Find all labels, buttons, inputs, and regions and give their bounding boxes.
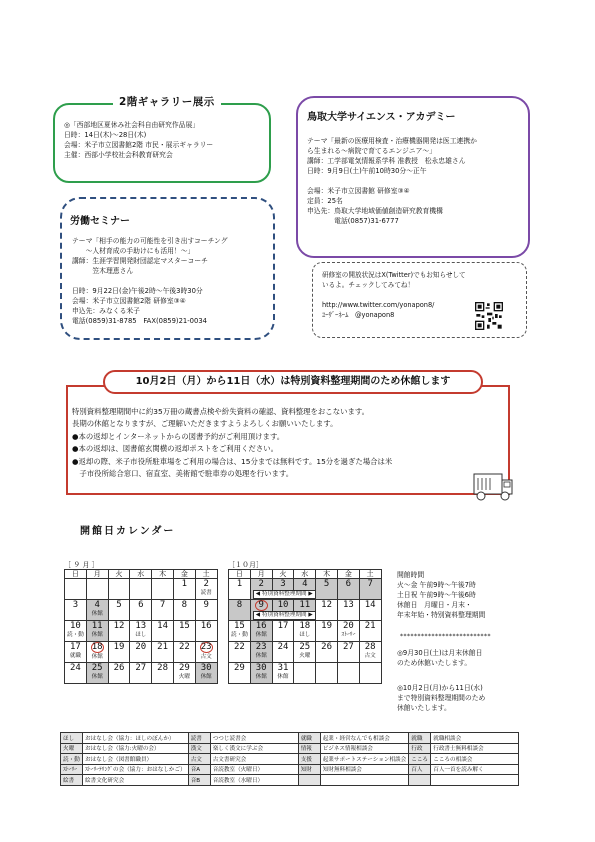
calendar-day [86,621,108,642]
note-line: のため休館いたします。 [397,659,472,667]
september-label: ［ ９ 月 ］ [64,561,99,569]
legend-description: 古文書研究会 [210,754,298,765]
legend-description [431,775,519,786]
calendar-day [272,642,294,663]
calendar-day [272,663,294,684]
day-number: 9 [251,600,272,611]
calendar-day [108,663,130,684]
calendar-week [65,621,218,642]
day-number: 24 [69,663,81,673]
legend-description [320,775,409,786]
weekday-header: 金 [173,570,195,579]
closure-line: 子市役所総合窓口、宿直室、美術館で駐車券の処理を行います。 [72,469,294,479]
day-number: 6 [345,579,352,589]
day-number: 26 [113,663,125,673]
calendar-day [229,663,251,684]
legend-description: おはなし会（協力:火曜の会） [83,743,189,754]
day-number: 1 [236,579,243,589]
legend-key: 就職 [409,733,431,744]
calendar-day [108,621,130,642]
closure-line: 長期の休館となりますが、ご理解いただきますようよろしくお願いいたします。 [72,419,338,429]
calendar-day [173,663,195,684]
day-number: 24 [277,642,289,652]
calendar-day [229,642,251,663]
day-number: 12 [321,600,332,610]
day-number: 11 [91,621,103,631]
calendar-day [337,642,359,663]
weekday-header: 土 [359,570,381,579]
day-event: 火曜 [299,653,311,659]
weekday-header: 日 [65,570,87,579]
day-number: 10 [277,600,289,610]
day-number: 29 [178,663,190,673]
calendar-day [108,642,130,663]
calendar-day [130,621,152,642]
october-label: ［１０月］ [228,561,263,569]
legend-row [61,754,519,765]
closure-line: ●本の返却とインターネットからの図書予約がご利用頂けます。 [72,431,285,441]
hours-line: 休館日 月曜日・月末・ [397,601,472,609]
special-period-banner: ◀ 特別資料整理期間 ▶ [253,611,316,620]
october-calendar [228,569,382,684]
legend-key: 百人 [409,764,431,775]
day-number: 8 [236,600,243,610]
day-event: ほし [135,632,147,638]
day-event: 休館 [255,674,267,680]
note-line: ◎9月30日(土)は月末休館日 [397,649,483,657]
legend-description: つつじ読書会 [210,733,298,744]
calendar-day [250,642,272,663]
calendar-day [152,663,174,684]
academy-line: 電話(0857)31-6777 [307,217,399,225]
legend-key: 行政 [409,743,431,754]
calendar-day [359,579,381,600]
day-number: 23 [200,642,212,652]
gallery-line: ◎「西部地区夏休み社会科自由研究作品展」 [64,121,200,129]
day-event: 古文 [200,654,212,660]
calendar-day [250,663,272,684]
labor-seminar-title: 労働セミナー [70,216,130,227]
day-event: 火曜 [178,674,190,680]
weekday-header: 土 [195,570,217,579]
calendar-day [86,579,108,600]
day-number: 9 [203,600,209,610]
calendar-day [195,663,217,684]
academy-line: 講師：工学部電気情報系学科 准教授 松永忠雄さん [307,157,466,165]
legend-description: 百人一首を読み解く [431,764,519,775]
legend-description: 音読教室（火曜日） [210,764,298,775]
calendar-day [130,600,152,621]
legend-description: 楽しく漢文に学ぶ会 [210,743,298,754]
calendar-day [173,642,195,663]
day-number: 16 [255,621,267,631]
calendar-day [65,600,87,621]
legend-key: 絵書 [61,775,83,786]
calendar-day [195,642,217,663]
calendar-day [359,600,381,621]
hours-line: 年末年始・特別資料整理期間 [397,611,486,619]
event-legend [60,732,519,786]
twitter-url[interactable]: http://www.twitter.com/yonapon8/ [322,301,435,309]
day-number: 19 [113,642,125,652]
legend-description: 知財無料相談会 [320,764,409,775]
calendar-day [337,621,359,642]
calendar-day [294,642,316,663]
closure-title: 10月2日（月）から11日（水）は特別資料整理期間のため休館します [103,370,483,394]
legend-description: 行政書士無料相談会 [431,743,519,754]
academy-line: 会場：米子市立図書館 研修室③④ [307,187,410,195]
legend-description: 就職相談会 [431,733,519,744]
day-event: 休館 [255,653,267,659]
day-number: 17 [277,621,289,631]
twitter-line: いるよ。チェックしてみてね！ [322,281,415,289]
calendar-week [65,663,218,684]
academy-line: 申込先：鳥取大学地域価値創造研究教育機構 [307,207,443,215]
day-number: 2 [258,579,264,589]
day-number: 5 [116,600,122,610]
day-number: 6 [138,600,144,610]
legend-key: 知財 [298,764,320,775]
day-number: 7 [367,579,373,589]
legend-key [298,775,320,786]
legend-key: 支援 [298,754,320,765]
calendar-day [294,621,316,642]
day-number: 4 [94,600,100,610]
weekday-header: 金 [337,570,359,579]
day-event: 休館 [277,674,289,680]
calendar-day [316,600,338,621]
day-number: 15 [233,621,245,631]
weekday-header: 火 [272,570,294,579]
academy-line: 定員：25名 [307,197,343,205]
legend-key: 情報 [298,743,320,754]
weekday-header: 木 [152,570,174,579]
gallery-title: 2階ギャラリー展示 [113,94,221,109]
legend-key: こころ [409,754,431,765]
academy-line: 日時：9月9日(土)午前10時30分〜正午 [307,167,427,175]
calendar-day [229,621,251,642]
calendar-day [108,600,130,621]
day-number: 21 [364,621,376,631]
academy-line: テーマ「最新の医療用検査・治療機器開発は医工連携か [307,137,477,145]
legend-description: おはなし会（図書館職員） [83,754,189,765]
day-number: 29 [233,663,245,673]
calendar-week [229,600,382,621]
calendar-week [229,663,382,684]
legend-description: 絵書文化研究会 [83,775,189,786]
note-line: 休館いたします。 [397,704,451,712]
weekday-header: 月 [250,570,272,579]
note-line: ◎10月2日(月)から11日(水) [397,684,483,692]
calendar-day [173,579,195,600]
day-event: 休館 [91,654,103,660]
day-number: 13 [135,621,147,631]
calendar-day [359,642,381,663]
day-number: 31 [277,663,289,673]
calendar-week [229,642,382,663]
calendar-day [337,600,359,621]
day-number: 23 [255,642,267,652]
legend-description: ｽﾄｰﾘｰﾃﾘﾝｸﾞの会（協力：おはなしかご） [83,764,189,775]
day-number: 26 [321,642,332,652]
legend-description: 起業サポートステーション相談会 [320,754,409,765]
calendar-day [359,621,381,642]
day-event: 就職 [69,653,81,659]
calendar-day [108,579,130,600]
calendar-day [65,579,87,600]
calendar-day [86,663,108,684]
academy-title: 鳥取大学サイエンス・アカデミー [307,112,456,123]
day-number: 22 [233,642,245,652]
day-event: 休館 [255,632,267,638]
labor-line: 笠木理恵さん [72,267,134,275]
labor-line [72,276,228,286]
hours-line: 土日祝 午前9時〜午後6時 [397,591,476,599]
calendar-day [130,642,152,663]
day-number: 17 [69,642,81,652]
calendar-week [65,579,218,600]
calendar-day [359,663,381,684]
labor-line: テーマ「相手の能力の可能性を引き出すコーチング [72,237,228,245]
calendar-day [272,621,294,642]
calendar-day [316,621,338,642]
calendar-day [152,600,174,621]
day-number: 3 [72,600,79,610]
legend-row [61,743,519,754]
qr-code-icon[interactable] [475,302,503,330]
september-calendar [64,569,218,684]
day-number: 27 [342,642,354,652]
calendar-day [337,663,359,684]
calendar-day [195,621,217,642]
day-number: 7 [159,600,166,610]
calendar-day [229,579,251,600]
day-number: 1 [181,579,188,589]
calendar-day [195,579,217,600]
calendar-heading: 開館日カレンダー [80,526,176,537]
twitter-username: ﾕｰｻﾞｰﾈｰﾑ @yonapon8 [322,311,395,319]
weekday-header: 火 [108,570,130,579]
note-line: まで特別資料整理期間のため [397,694,486,702]
legend-row [61,764,519,775]
gallery-details [64,120,213,160]
day-number: 25 [91,663,103,673]
calendar-week [65,642,218,663]
day-number: 28 [364,642,376,652]
day-number: 11 [299,600,311,610]
legend-row [61,733,519,744]
day-number: 13 [342,600,354,610]
legend-key: ｽﾄｰﾘｰ [61,764,83,775]
day-number: 20 [342,621,354,631]
day-number: 20 [135,642,147,652]
note-special-period [397,683,485,713]
legend-description: 音読教室（水曜日） [210,775,298,786]
legend-key: 読・動 [61,754,83,765]
legend-key: 音A [188,764,210,775]
academy-details [307,136,477,226]
calendar-week [229,579,382,600]
twitter-line [322,290,466,300]
legend-key: 古文 [188,754,210,765]
calendar-day [65,621,87,642]
day-number: 5 [323,579,330,589]
calendar-day [152,621,174,642]
gallery-line: 主催：西部小学校社会科教育研究会 [64,151,173,159]
legend-key: 音B [188,775,210,786]
legend-row [61,775,519,786]
closure-line: ●本の返却は、図書館玄関横の返却ポストをご利用ください。 [72,444,278,454]
day-event: ｽﾄｰﾘｰ [341,632,356,638]
calendar-week [229,621,382,642]
twitter-notice [322,270,466,320]
day-number: 4 [302,579,308,589]
day-number: 22 [178,642,190,652]
calendar-day [173,621,195,642]
day-number: 21 [157,642,168,652]
labor-line: 申込先：みなくる米子 [72,307,140,315]
weekday-header: 日 [229,570,251,579]
day-number: 8 [181,600,188,610]
calendar-day [250,621,272,642]
day-number: 18 [91,642,103,652]
closure-line: ●返却の際、米子市役所駐車場をご利用の場合は、15分までは無料です。15分を過ぎた場合は米 [72,456,393,466]
day-event: 休館 [91,611,103,617]
day-number: 10 [69,621,81,631]
labor-line: 講師：生涯学習開発財団認定マスターコーチ [72,257,208,265]
gallery-line: 日時：14日(木)〜28日(木) [64,131,147,139]
weekday-header: 水 [130,570,152,579]
legend-key: 火曜 [61,743,83,754]
day-number: 28 [157,663,168,673]
legend-description: こころの相談会 [431,754,519,765]
day-number: 16 [200,621,212,631]
hours-line: 火〜金 午前9時〜午後7時 [397,581,476,589]
calendar-day [86,600,108,621]
calendar-day [229,600,251,621]
day-number: 12 [113,621,125,631]
labor-line: 会場：米子市立図書館2階 研修室③④ [72,297,186,305]
day-event: 古文 [364,653,376,659]
legend-key: ほし [61,733,83,744]
calendar-day [65,642,87,663]
closure-line: 特別資料整理期間中に約35万冊の蔵書点検や紛失資料の確認、資料整理をおこないます。 [72,407,370,416]
day-event: 読・動 [67,632,84,638]
legend-key: 読書 [188,733,210,744]
labor-seminar-details [72,236,228,326]
calendar-day [65,663,87,684]
weekday-header: 水 [294,570,316,579]
calendar-day [86,642,108,663]
weekday-header: 木 [316,570,338,579]
calendar-day [130,579,152,600]
day-event: 休館 [91,674,103,680]
day-number: 19 [321,621,332,631]
divider-stars: ************************** [400,633,491,640]
day-event: 休館 [200,674,212,680]
calendar-day [316,663,338,684]
book-truck-icon [472,468,514,504]
twitter-line: 研修室の開放状況はX(Twitter)でもお知らせして [322,271,466,279]
day-number: 3 [280,579,286,589]
day-number: 27 [135,663,147,673]
calendar-day [316,642,338,663]
calendar-day [152,642,174,663]
special-period-banner: ◀ 特別資料整理期間 ▶ [253,590,316,599]
legend-description: おはなし会（協力：ほしのぼんか） [83,733,189,744]
hours-line: 開館時間 [397,571,425,579]
day-number: 14 [157,621,168,631]
opening-hours [397,570,485,620]
day-number: 25 [299,642,311,652]
day-number: 15 [178,621,190,631]
note-sept-30 [397,648,482,668]
closure-details [72,406,392,480]
day-number: 14 [364,600,376,610]
day-event: 休館 [91,632,103,638]
day-number: 18 [299,621,311,631]
day-number: 30 [255,663,267,673]
calendar-week [65,600,218,621]
calendar-day [294,663,316,684]
weekday-header: 月 [86,570,108,579]
legend-key: 就職 [298,733,320,744]
calendar-day [152,579,174,600]
legend-description: ビジネス情報相談会 [320,743,409,754]
legend-key: 漢文 [188,743,210,754]
academy-line: ら生まれる〜病院で育てるエンジニア〜」 [307,147,436,155]
calendar-day [316,579,338,600]
academy-line [307,176,477,186]
calendar-day [130,663,152,684]
day-number: 30 [200,663,212,673]
calendar-day [250,579,313,600]
calendar-day [173,600,195,621]
day-event: 読書 [200,590,212,596]
day-event: 読・動 [231,632,248,638]
legend-key [409,775,431,786]
day-event: ほし [299,632,311,638]
legend-description: 起業・経営なんでも相談会 [320,733,409,744]
gallery-line: 会場：米子市立図書館2階 市民・展示ギャラリー [64,141,214,149]
calendar-day [195,600,217,621]
day-number: 2 [203,579,209,589]
labor-line: 電話(0859)31-8785 FAX(0859)21-0034 [72,317,207,325]
calendar-day [337,579,359,600]
labor-line: 日時：9月22日(金)午後2時〜午後3時30分 [72,287,203,295]
labor-line: 〜人材育成の手助けにも活用！〜」 [72,247,195,255]
